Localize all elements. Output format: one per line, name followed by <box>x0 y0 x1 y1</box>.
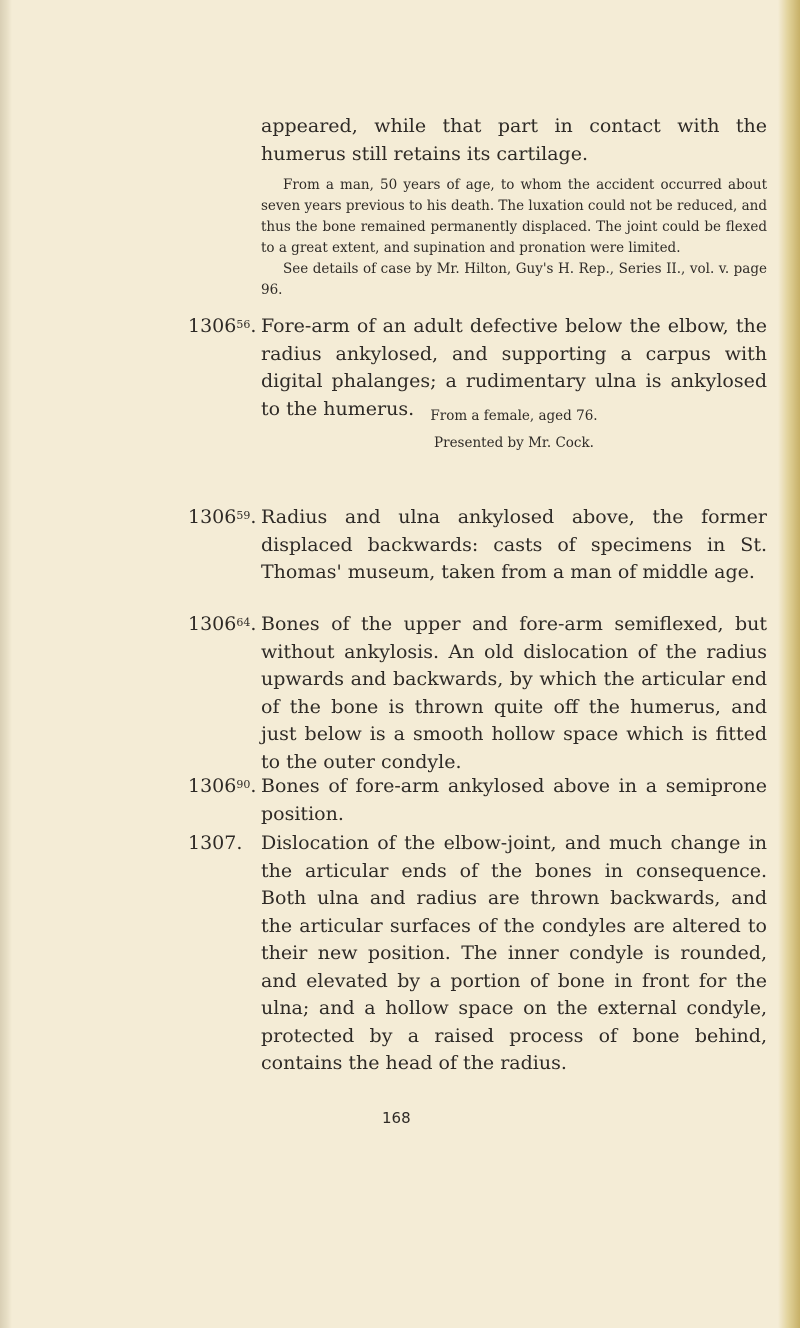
entry-description: Dislocation of the elbow-joint, and much change in the articular ends of the bones in consequence. Both ulna and radius are thrown backwards, and the articular surfaces of the condyles are altered to their new position. The inner condyle is rounded, and elevated by a portion of bone in front for the ulna; and a hollow space on the external condyle, protected by a raised process of bone behind, contains the head of the radius. <box>261 832 767 1074</box>
catalogue-number: 1306$^{90}$. <box>188 775 257 797</box>
catalogue-number: 1307. <box>188 832 243 854</box>
entry-note-presenter: Presented by Mr. Cock. <box>434 435 594 451</box>
entry-description: Bones of the upper and fore-arm semiflexed, but without ankylosis. An old dislocation of the radius upwards and backwards, by which the articular end of the bone is thrown quite off the humerus, and just below is a smooth hollow space which is fitted to the outer condyle. <box>261 613 767 773</box>
intro-note-case: From a man, 50 years of age, to whom the accident occurred about seven years previous to his death. The luxation could not be reduced, and thus the bone remained permanently displaced. The joint could be flexed to a great extent, and supination and pronation were limited. <box>261 177 767 256</box>
catalogue-number: 1306$^{59}$. <box>188 506 257 528</box>
catalogue-number: 1306$^{64}$. <box>188 613 257 635</box>
page-number: 168 <box>382 1109 411 1127</box>
entry-description: Radius and ulna ankylosed above, the former displaced backwards: casts of specimens in St. Thomas' museum, taken from a man of middle age. <box>261 506 767 583</box>
intro-paragraph: appeared, while that part in contact with the humerus still retains its cartilage. <box>261 115 767 165</box>
intro-note-reference: See details of case by Mr. Hilton, Guy's H. Rep., Series II., vol. v. page 96. <box>261 261 767 298</box>
entry-description: Bones of fore-arm ankylosed above in a semiprone position. <box>261 775 767 825</box>
entry-note-source: From a female, aged 76. <box>430 408 598 424</box>
entry-description: Fore-arm of an adult defective below the elbow, the radius ankylosed, and supporting a carpus with digital phalanges; a rudimentary ulna is ankylosed to the humerus. <box>261 315 767 420</box>
catalogue-number: 1306$^{56}$. <box>188 315 257 337</box>
